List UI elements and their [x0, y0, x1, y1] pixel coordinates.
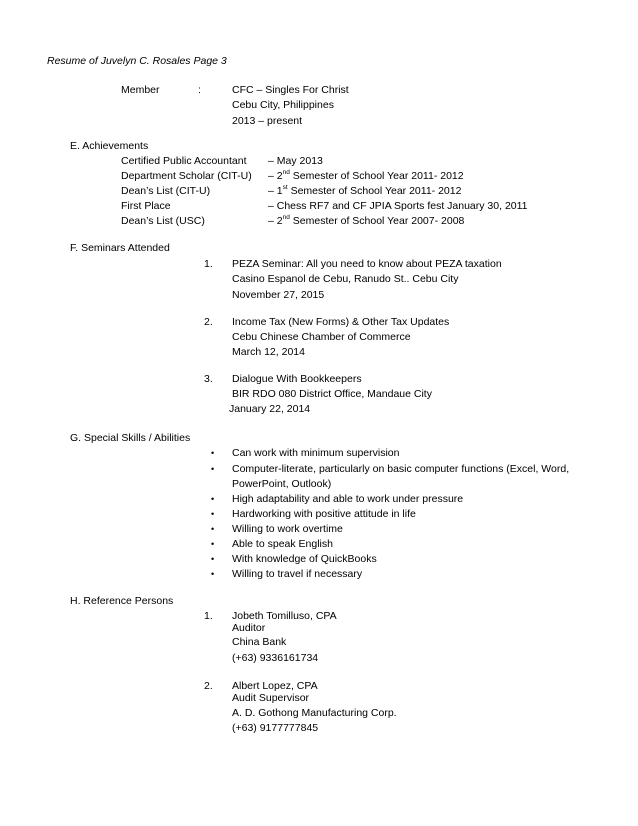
- skill-item: Willing to work overtime: [232, 523, 343, 535]
- references-heading: H. Reference Persons: [70, 595, 174, 607]
- seminar-date: November 27, 2015: [232, 289, 325, 301]
- skill-item: Able to speak English: [232, 538, 333, 550]
- member-period: 2013 – present: [232, 115, 303, 127]
- bullet-icon: •: [211, 464, 215, 474]
- skill-item: High adaptability and able to work under pressure: [232, 493, 464, 505]
- seminar-venue: Casino Espanol de Cebu, Ranudo St.. Cebu City: [232, 273, 459, 285]
- reference-number: 1.: [204, 610, 213, 622]
- seminar-number: 1.: [204, 258, 213, 270]
- seminar-venue: Cebu Chinese Chamber of Commerce: [232, 331, 411, 343]
- reference-name: Albert Lopez, CPA: [232, 680, 318, 692]
- skill-item: Hardworking with positive attitude in life: [232, 508, 416, 520]
- achievement-title: Certified Public Accountant: [121, 155, 247, 167]
- achievement-detail: – May 2013: [268, 155, 323, 167]
- achievement-title: Dean’s List (CIT-U): [121, 185, 211, 197]
- achievement-detail: – 2nd Semester of School Year 2007- 2008: [268, 213, 465, 227]
- bullet-icon: •: [211, 494, 215, 504]
- skill-item: Can work with minimum supervision: [232, 447, 400, 459]
- bullet-icon: •: [211, 509, 215, 519]
- seminar-title: Dialogue With Bookkeepers: [232, 373, 362, 385]
- skill-item: Willing to travel if necessary: [232, 568, 363, 580]
- seminar-title: PEZA Seminar: All you need to know about PEZA taxation: [232, 258, 502, 270]
- bullet-icon: •: [211, 448, 215, 458]
- reference-company: A. D. Gothong Manufacturing Corp.: [232, 707, 397, 719]
- page-header: Resume of Juvelyn C. Rosales Page 3: [47, 55, 227, 67]
- achievement-title: Dean’s List (USC): [121, 215, 205, 227]
- seminar-date: January 22, 2014: [229, 403, 311, 415]
- skill-item: With knowledge of QuickBooks: [232, 553, 377, 565]
- seminar-venue: BIR RDO 080 District Office, Mandaue City: [232, 388, 432, 400]
- seminar-title: Income Tax (New Forms) & Other Tax Updates: [232, 316, 450, 328]
- seminar-number: 2.: [204, 316, 213, 328]
- seminar-date: March 12, 2014: [232, 346, 305, 358]
- member-org: CFC – Singles For Christ: [232, 84, 349, 96]
- reference-phone: (+63) 9177777845: [232, 722, 319, 734]
- bullet-icon: •: [211, 554, 215, 564]
- achievement-detail: – 2nd Semester of School Year 2011- 2012: [268, 168, 464, 182]
- reference-company: China Bank: [232, 636, 287, 648]
- bullet-icon: •: [211, 539, 215, 549]
- member-colon: :: [198, 84, 201, 96]
- bullet-icon: •: [211, 569, 215, 579]
- achievement-detail: – Chess RF7 and CF JPIA Sports fest January 30, 2011: [268, 200, 528, 212]
- member-location: Cebu City, Philippines: [232, 99, 334, 111]
- skills-heading: G. Special Skills / Abilities: [70, 432, 191, 444]
- reference-position: Auditor: [232, 622, 266, 634]
- seminar-number: 3.: [204, 373, 213, 385]
- reference-position: Audit Supervisor: [232, 692, 310, 704]
- reference-number: 2.: [204, 680, 213, 692]
- skill-item-continued: PowerPoint, Outlook): [232, 478, 332, 490]
- bullet-icon: •: [211, 524, 215, 534]
- achievement-detail: – 1st Semester of School Year 2011- 2012: [268, 183, 462, 197]
- seminars-heading: F. Seminars Attended: [70, 242, 170, 254]
- achievement-title: Department Scholar (CIT-U): [121, 170, 252, 182]
- member-label: Member: [121, 84, 160, 96]
- achievement-title: First Place: [121, 200, 171, 212]
- reference-name: Jobeth Tomilluso, CPA: [232, 610, 337, 622]
- achievements-heading: E. Achievements: [70, 140, 149, 152]
- reference-phone: (+63) 9336161734: [232, 652, 319, 664]
- skill-item: Computer-literate, particularly on basic computer functions (Excel, Word,: [232, 463, 570, 475]
